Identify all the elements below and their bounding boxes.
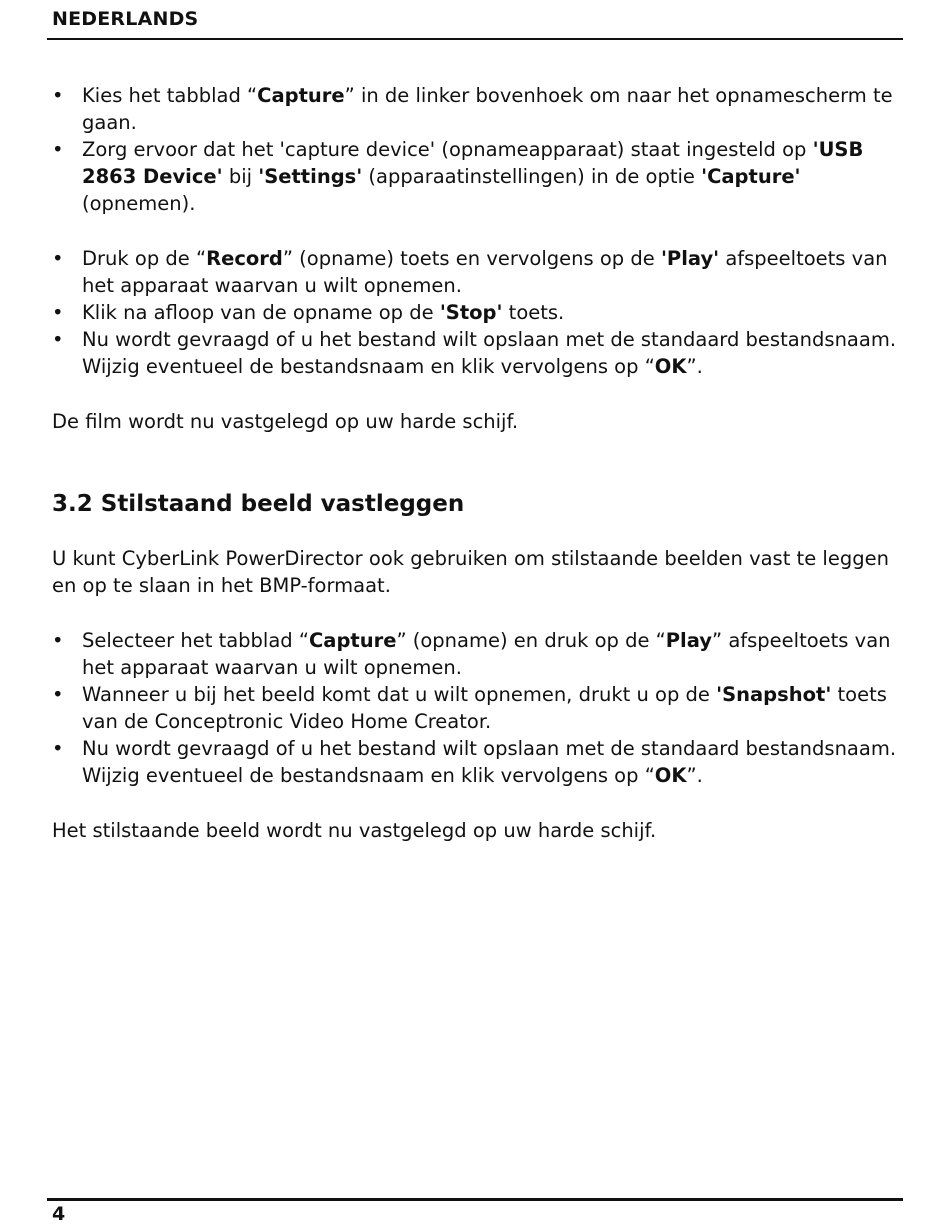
spacer	[52, 217, 902, 245]
list-item: • Kies het tabblad “Capture” in de linker bovenhoek om naar het opnamescherm te gaan.	[52, 82, 902, 136]
bullet-list-recording	[52, 245, 902, 380]
list-item: • Klik na afloop van de opname op de 'Stop' toets.	[52, 299, 902, 326]
paragraph-intro-snapshot: U kunt CyberLink PowerDirector ook gebruiken om stilstaande beelden vast te leggen en op te slaan in het BMP-formaat.	[52, 547, 889, 597]
list-item: • Nu wordt gevraagd of u het bestand wilt opslaan met de standaard bestandsnaam. Wijzig eventueel de bestandsnaam en klik vervolgens op “OK”.	[52, 735, 902, 789]
bullet-list-snapshot	[52, 627, 902, 789]
paragraph-snapshot-saved: Het stilstaande beeld wordt nu vastgelegd op uw harde schijf.	[52, 819, 657, 842]
spacer	[52, 789, 902, 817]
bullet-list-capture-setup	[52, 82, 902, 217]
list-item: • Selecteer het tabblad “Capture” (opname) en druk op de “Play” afspeeltoets van het apparaat waarvan u wilt opnemen.	[52, 627, 902, 681]
page-content	[52, 82, 902, 844]
page-number: 4	[52, 1203, 66, 1225]
list-item: • Nu wordt gevraagd of u het bestand wilt opslaan met de standaard bestandsnaam. Wijzig eventueel de bestandsnaam en klik vervolgens op “OK”.	[52, 326, 902, 380]
list-item: • Wanneer u bij het beeld komt dat u wilt opnemen, drukt u op de 'Snapshot' toets van de Conceptronic Video Home Creator.	[52, 681, 902, 735]
paragraph-film-saved: De film wordt nu vastgelegd op uw harde schijf.	[52, 410, 519, 433]
spacer	[52, 380, 902, 408]
header-language: NEDERLANDS	[52, 8, 199, 30]
spacer	[52, 519, 902, 545]
spacer	[52, 599, 902, 627]
section-heading: 3.2 Stilstaand beeld vastleggen	[52, 491, 465, 517]
header-divider	[47, 38, 903, 40]
spacer	[52, 435, 902, 489]
footer-divider	[47, 1198, 903, 1201]
list-item: • Zorg ervoor dat het 'capture device' (opnameapparaat) staat ingesteld op 'USB 2863 Device' bij 'Settings' (apparaatinstellingen) in de optie 'Capture' (opnemen).	[52, 136, 902, 217]
list-item: • Druk op de “Record” (opname) toets en vervolgens op de 'Play' afspeeltoets van het apparaat waarvan u wilt opnemen.	[52, 245, 902, 299]
